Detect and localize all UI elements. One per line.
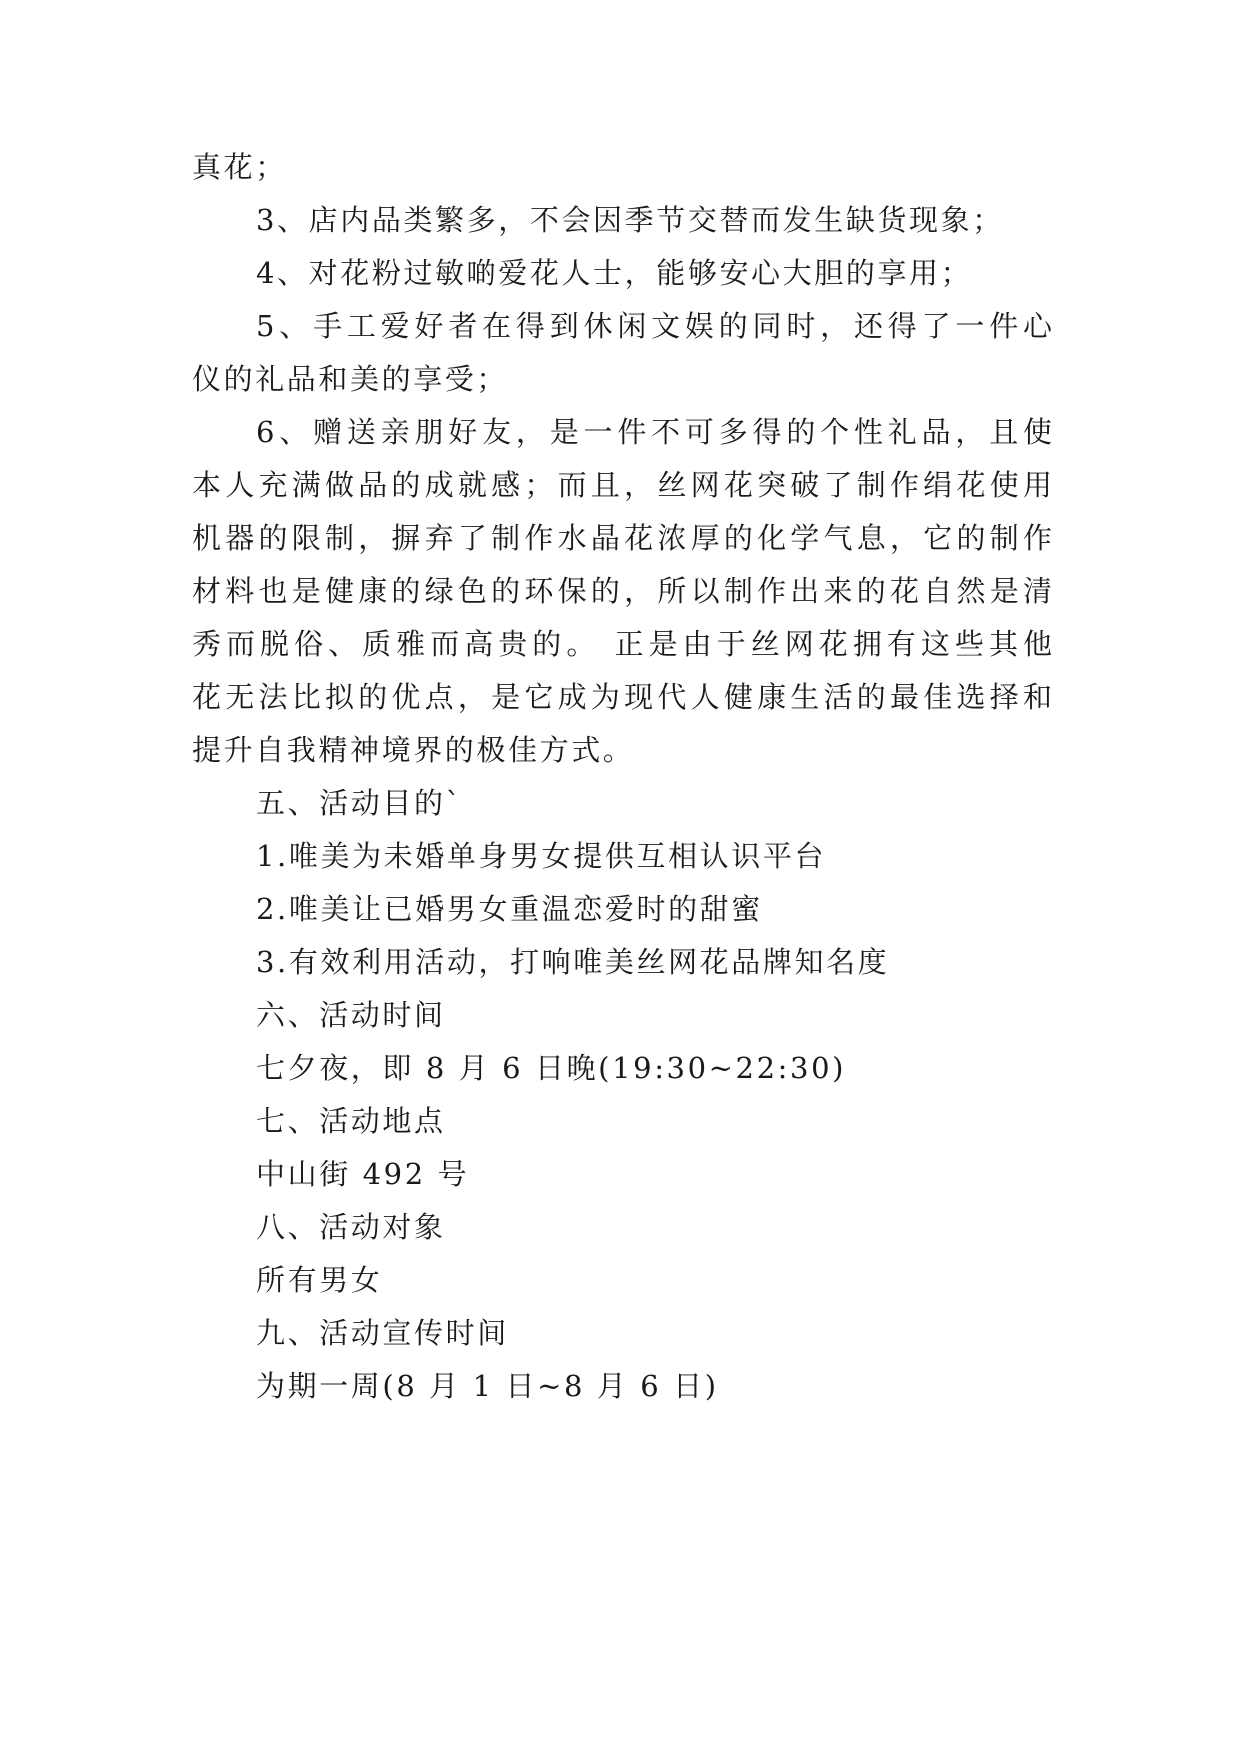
list-item: 3.有效利用活动，打响唯美丝网花品牌知名度 <box>256 945 890 979</box>
paragraph-line: 中山街 492 号 <box>256 1157 470 1191</box>
list-item: 1.唯美为未婚单身男女提供互相认识平台 <box>256 839 827 873</box>
paragraph-line: 提升自我精神境界的极佳方式。 <box>192 733 635 767</box>
paragraph-line: 机器的限制，摒弃了制作水晶花浓厚的化学气息，它的制作 <box>192 521 1052 555</box>
paragraph-line: 为期一周(8 月 1 日~8 月 6 日) <box>256 1369 719 1403</box>
section-heading: 九、活动宣传时间 <box>256 1316 509 1350</box>
section-heading: 八、活动对象 <box>256 1210 446 1244</box>
paragraph-line: 花无法比拟的优点，是它成为现代人健康生活的最佳选择和 <box>192 680 1052 714</box>
section-heading: 六、活动时间 <box>256 998 446 1032</box>
list-item: 4、对花粉过敏啲爱花人士，能够安心大胆的享用； <box>256 256 973 290</box>
section-heading: 五、活动目的` <box>256 786 463 820</box>
paragraph-line: 秀而脱俗、质雅而高贵的。 正是由于丝网花拥有这些其他 <box>192 627 1052 661</box>
paragraph-line: 真花； <box>192 150 287 184</box>
paragraph-line: 仪的礼品和美的享受； <box>192 362 509 396</box>
list-item: 6、赠送亲朋好友，是一件不可多得的个性礼品，且使 <box>256 415 1052 449</box>
paragraph-line: 本人充满做品的成就感；而且，丝网花突破了制作绢花使用 <box>192 468 1052 502</box>
list-item: 3、店内品类繁多，不会因季节交替而发生缺货现象； <box>256 203 1004 237</box>
list-item: 5、手工爱好者在得到休闲文娱的同时，还得了一件心 <box>256 309 1052 343</box>
paragraph-line: 所有男女 <box>256 1263 383 1297</box>
list-item: 2.唯美让已婚男女重温恋爱时的甜蜜 <box>256 892 763 926</box>
section-heading: 七、活动地点 <box>256 1104 446 1138</box>
paragraph-line: 材料也是健康的绿色的环保的，所以制作出来的花自然是清 <box>192 574 1052 608</box>
paragraph-line: 七夕夜，即 8 月 6 日晚(19:30~22:30) <box>256 1051 847 1085</box>
